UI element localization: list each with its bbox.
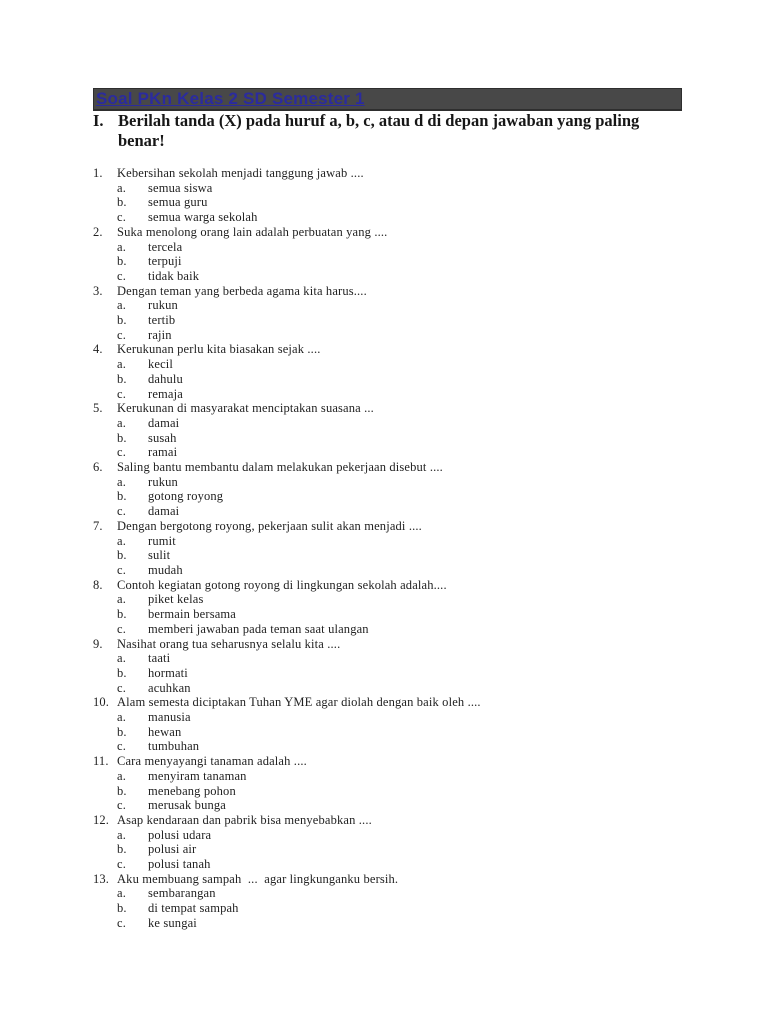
question-text: Suka menolong orang lain adalah perbuatan yang .... <box>117 224 388 239</box>
answer-option <box>117 357 481 372</box>
answer-option <box>117 710 481 725</box>
option-text: polusi tanah <box>148 857 211 872</box>
question-row <box>93 166 481 181</box>
option-letter: c. <box>117 739 126 754</box>
option-letter: a. <box>117 239 126 254</box>
option-text: merusak bunga <box>148 798 226 813</box>
question-number: 13. <box>93 871 110 886</box>
question-row <box>93 284 481 299</box>
answer-option <box>117 254 481 269</box>
question-number: 8. <box>93 577 103 592</box>
document-title-link[interactable]: Soal PKn Kelas 2 SD Semester 1 <box>96 89 365 108</box>
option-letter: a. <box>117 298 126 313</box>
option-letter: c. <box>117 445 126 460</box>
option-text: rajin <box>148 327 172 342</box>
question-text: Kebersihan sekolah menjadi tanggung jawab .... <box>117 166 364 180</box>
option-letter: a. <box>117 180 126 195</box>
option-letter: b. <box>117 842 127 857</box>
answer-option <box>117 431 481 446</box>
option-letter: b. <box>117 195 127 210</box>
option-text: damai <box>148 504 180 519</box>
answer-option <box>117 475 481 490</box>
option-letter: c. <box>117 210 126 225</box>
answer-option <box>117 387 481 402</box>
answer-option <box>117 681 481 696</box>
question-text: Dengan bergotong royong, pekerjaan sulit akan menjadi .... <box>117 518 422 533</box>
option-text: rumit <box>148 533 176 548</box>
answer-option <box>117 181 481 196</box>
question-item <box>93 813 481 872</box>
option-letter: b. <box>117 665 127 680</box>
answer-option <box>117 416 481 431</box>
option-letter: a. <box>117 886 126 901</box>
question-text: Cara menyayangi tanaman adalah .... <box>117 754 307 769</box>
option-text: terpuji <box>148 254 182 269</box>
option-text: ramai <box>148 445 178 460</box>
option-letter: c. <box>117 504 126 519</box>
question-text: Dengan teman yang berbeda agama kita harus.... <box>117 283 367 298</box>
option-letter: b. <box>117 901 127 916</box>
option-text: menebang pohon <box>148 783 236 798</box>
answer-option <box>117 328 481 343</box>
section-numeral: I. <box>93 111 104 130</box>
question-item <box>93 166 481 225</box>
question-number: 3. <box>93 283 103 298</box>
option-text: sembarangan <box>148 886 216 901</box>
option-letter: a. <box>117 415 126 430</box>
option-text: tumbuhan <box>148 739 200 754</box>
question-text: Alam semesta diciptakan Tuhan YME agar diolah dengan baik oleh .... <box>117 695 481 710</box>
option-text: rukun <box>148 298 178 313</box>
option-letter: a. <box>117 474 126 489</box>
question-row <box>93 342 481 357</box>
answer-option <box>117 298 481 313</box>
question-row <box>93 872 481 887</box>
option-letter: c. <box>117 562 126 577</box>
option-letter: a. <box>117 651 126 666</box>
answer-option <box>117 828 481 843</box>
option-text: polusi udara <box>148 827 212 842</box>
answer-option <box>117 504 481 519</box>
option-text: acuhkan <box>148 680 191 695</box>
answer-option <box>117 548 481 563</box>
answer-option <box>117 592 481 607</box>
option-letter: c. <box>117 386 126 401</box>
question-row <box>93 578 481 593</box>
option-letter: b. <box>117 548 127 563</box>
question-text: Kerukunan di masyarakat menciptakan suasana ... <box>117 401 374 416</box>
question-number: 2. <box>93 224 103 239</box>
question-row <box>93 637 481 652</box>
option-letter: c. <box>117 680 126 695</box>
option-text: tidak baik <box>148 268 200 283</box>
option-text: hormati <box>148 665 188 680</box>
option-text: rukun <box>148 474 178 489</box>
option-text: semua warga sekolah <box>148 210 258 225</box>
question-item <box>93 637 481 696</box>
option-text: tercela <box>148 239 183 254</box>
option-text: bermain bersama <box>148 607 236 622</box>
question-row <box>93 519 481 534</box>
option-text: damai <box>148 415 180 430</box>
option-letter: b. <box>117 489 127 504</box>
option-text: sulit <box>148 548 171 563</box>
question-item <box>93 754 481 813</box>
question-item <box>93 284 481 343</box>
question-item <box>93 695 481 754</box>
option-text: tertib <box>148 313 176 328</box>
question-item <box>93 342 481 401</box>
option-text: polusi air <box>148 842 197 857</box>
question-item <box>93 401 481 460</box>
question-item <box>93 519 481 578</box>
answer-option <box>117 769 481 784</box>
answer-option <box>117 886 481 901</box>
option-text: dahulu <box>148 371 183 386</box>
option-text: hewan <box>148 724 182 739</box>
option-text: susah <box>148 430 177 445</box>
question-number: 6. <box>93 460 103 475</box>
question-text: Asap kendaraan dan pabrik bisa menyebabkan .... <box>117 812 372 827</box>
option-text: remaja <box>148 386 183 401</box>
question-number: 10. <box>93 695 110 710</box>
question-text: Aku membuang sampah ... agar lingkunganku bersih. <box>117 871 399 886</box>
option-text: piket kelas <box>148 592 204 607</box>
answer-option <box>117 313 481 328</box>
question-text: Contoh kegiatan gotong royong di lingkungan sekolah adalah.... <box>117 577 447 592</box>
question-text: Saling bantu membantu dalam melakukan pekerjaan disebut .... <box>117 460 443 475</box>
option-letter: b. <box>117 724 127 739</box>
option-letter: a. <box>117 768 126 783</box>
answer-option <box>117 798 481 813</box>
answer-option <box>117 489 481 504</box>
option-letter: c. <box>117 268 126 283</box>
option-text: taati <box>148 651 171 666</box>
question-number: 11. <box>93 754 109 769</box>
question-text: Nasihat orang tua seharusnya selalu kita .... <box>117 636 341 651</box>
question-list <box>93 166 481 931</box>
answer-option <box>117 445 481 460</box>
question-item <box>93 872 481 931</box>
option-text: mudah <box>148 562 183 577</box>
option-text: semua siswa <box>148 180 213 195</box>
answer-option <box>117 534 481 549</box>
answer-option <box>117 372 481 387</box>
option-letter: a. <box>117 357 126 372</box>
answer-option <box>117 666 481 681</box>
answer-option <box>117 857 481 872</box>
option-letter: c. <box>117 915 126 930</box>
option-letter: b. <box>117 254 127 269</box>
answer-option <box>117 195 481 210</box>
answer-option <box>117 210 481 225</box>
question-item <box>93 225 481 284</box>
option-letter: a. <box>117 592 126 607</box>
option-letter: a. <box>117 533 126 548</box>
section-heading <box>93 111 658 151</box>
option-letter: a. <box>117 710 126 725</box>
option-letter: b. <box>117 430 127 445</box>
question-item <box>93 460 481 519</box>
answer-option <box>117 240 481 255</box>
question-number: 5. <box>93 401 103 416</box>
option-letter: c. <box>117 327 126 342</box>
option-letter: b. <box>117 607 127 622</box>
option-text: ke sungai <box>148 915 197 930</box>
answer-option <box>117 269 481 284</box>
question-text: Kerukunan perlu kita biasakan sejak .... <box>117 342 321 357</box>
question-number: 9. <box>93 636 103 651</box>
answer-option <box>117 622 481 637</box>
question-item <box>93 578 481 637</box>
section-instruction: Berilah tanda (X) pada huruf a, b, c, atau d di depan jawaban yang paling benar! <box>118 111 640 150</box>
option-letter: b. <box>117 313 127 328</box>
option-text: semua guru <box>148 195 208 210</box>
question-row <box>93 695 481 710</box>
question-row <box>93 225 481 240</box>
question-number: 7. <box>93 518 103 533</box>
question-row <box>93 460 481 475</box>
option-letter: c. <box>117 857 126 872</box>
option-text: kecil <box>148 357 174 372</box>
option-text: gotong royong <box>148 489 224 504</box>
option-letter: c. <box>117 798 126 813</box>
answer-option <box>117 842 481 857</box>
question-row <box>93 813 481 828</box>
option-letter: c. <box>117 621 126 636</box>
answer-option <box>117 916 481 931</box>
answer-option <box>117 563 481 578</box>
answer-option <box>117 651 481 666</box>
option-letter: b. <box>117 783 127 798</box>
document-title-bar <box>93 88 682 111</box>
option-letter: b. <box>117 371 127 386</box>
question-row <box>93 754 481 769</box>
answer-option <box>117 739 481 754</box>
option-text: di tempat sampah <box>148 901 239 916</box>
option-letter: a. <box>117 827 126 842</box>
question-row <box>93 401 481 416</box>
question-number: 1. <box>93 166 103 180</box>
question-number: 4. <box>93 342 103 357</box>
option-text: manusia <box>148 710 191 725</box>
option-text: memberi jawaban pada teman saat ulangan <box>148 621 369 636</box>
answer-option <box>117 725 481 740</box>
answer-option <box>117 784 481 799</box>
option-text: menyiram tanaman <box>148 768 247 783</box>
question-number: 12. <box>93 812 110 827</box>
answer-option <box>117 901 481 916</box>
answer-option <box>117 607 481 622</box>
